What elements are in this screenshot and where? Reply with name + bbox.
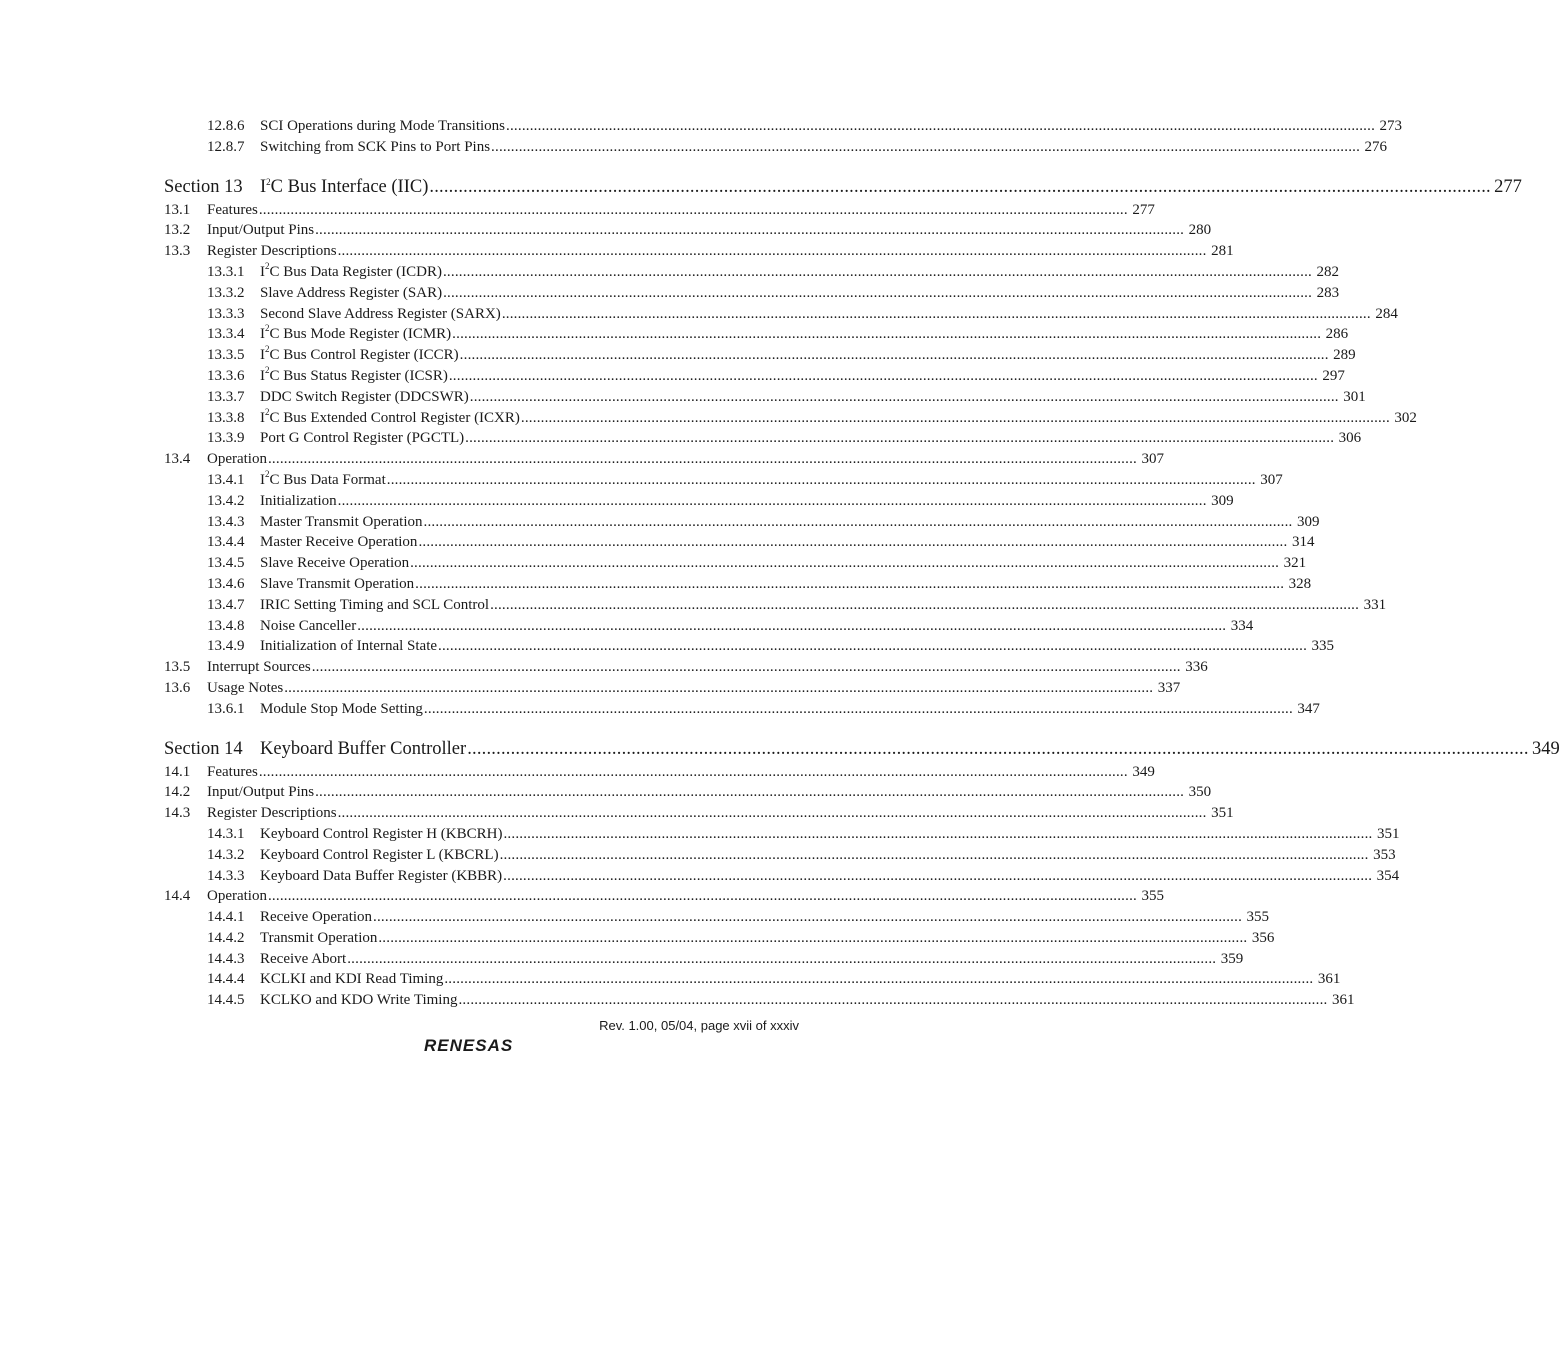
- toc-entry-title: Input/Output Pins: [207, 222, 315, 239]
- title-text: C Bus Data Register (ICDR): [269, 263, 442, 280]
- toc-entry-number: 13.2: [164, 222, 191, 239]
- toc-page-number: 309: [1297, 513, 1320, 530]
- toc-entry-number: 14.1: [164, 763, 191, 780]
- toc-entry-number: 13.3.1: [207, 263, 245, 280]
- dot-leader: ............................................................................................................................................................................................................................: [357, 617, 1227, 634]
- dot-leader: ............................................................................................................................................................................................................................: [452, 326, 1322, 343]
- title-text: C Bus Status Register (ICSR): [269, 367, 448, 384]
- toc-entry[interactable]: [164, 969, 1341, 990]
- toc-entry-title: Keyboard Control Register H (KBCRH): [260, 825, 503, 842]
- toc-entry[interactable]: [164, 803, 1234, 824]
- toc-entry[interactable]: [164, 907, 1270, 928]
- toc-entry-number: Section 13: [164, 176, 243, 197]
- dot-leader: ............................................................................................................................................................................................................................: [467, 738, 1529, 759]
- toc-entry-title: Features: [207, 201, 258, 218]
- dot-leader: ............................................................................................................................................................................................................................: [444, 971, 1314, 988]
- toc-entry[interactable]: [164, 260, 1339, 283]
- toc-entry-number: 14.3.1: [207, 825, 245, 842]
- toc-entry-title: Receive Abort: [260, 950, 347, 967]
- toc-entry-number: 13.3: [164, 243, 191, 260]
- dot-leader: ............................................................................................................................................................................................................................: [373, 909, 1243, 926]
- toc-page-number: 354: [1376, 867, 1400, 884]
- toc-page-number: 353: [1373, 846, 1396, 863]
- toc-entry[interactable]: [164, 137, 1388, 158]
- dot-leader: ............................................................................................................................................................................................................................: [337, 492, 1207, 509]
- toc-entry-title: Keyboard Control Register L (KBCRL): [260, 846, 499, 863]
- toc-entry-title: Features: [207, 763, 258, 780]
- superscript: 2: [265, 406, 270, 417]
- toc-entry-number: 13.4.5: [207, 555, 245, 572]
- dot-leader: ............................................................................................................................................................................................................................: [459, 347, 1329, 364]
- toc-page-number: 277: [1494, 176, 1522, 197]
- toc-entry[interactable]: [164, 449, 1164, 470]
- superscript: 2: [265, 323, 270, 334]
- toc-page-number: 347: [1297, 700, 1320, 717]
- toc-page-number: 334: [1230, 617, 1254, 634]
- dot-leader: ............................................................................................................................................................................................................................: [442, 263, 1312, 280]
- dot-leader: ............................................................................................................................................................................................................................: [415, 575, 1285, 592]
- toc-entry-title: Register Descriptions: [207, 243, 337, 260]
- toc-entry-number: 13.3.5: [207, 347, 245, 364]
- toc-page-number: 302: [1394, 409, 1417, 426]
- superscript: 2: [266, 176, 271, 187]
- dot-leader: ............................................................................................................................................................................................................................: [501, 305, 1371, 322]
- dot-leader: ............................................................................................................................................................................................................................: [499, 846, 1369, 863]
- toc-entry-title: Initialization of Internal State: [260, 638, 438, 655]
- title-prefix: I: [260, 471, 265, 488]
- toc-entry[interactable]: [164, 532, 1315, 553]
- toc-page-number: 355: [1246, 909, 1270, 926]
- dot-leader: ............................................................................................................................................................................................................................: [347, 950, 1217, 967]
- toc-section-heading[interactable]: [164, 174, 1522, 200]
- toc-entry-number: 13.4.8: [207, 617, 245, 634]
- toc-entry[interactable]: [164, 886, 1164, 907]
- toc-entry[interactable]: [164, 949, 1244, 970]
- toc-entry-number: 13.4.6: [207, 575, 245, 592]
- dot-leader: ............................................................................................................................................................................................................................: [458, 992, 1328, 1009]
- toc-page-number: 277: [1132, 201, 1155, 218]
- dot-leader: ............................................................................................................................................................................................................................: [429, 176, 1491, 197]
- toc-entry-title: Module Stop Mode Setting: [260, 700, 423, 717]
- title-prefix: I: [260, 409, 265, 426]
- dot-leader: ............................................................................................................................................................................................................................: [520, 409, 1390, 426]
- section-spacer: [164, 720, 798, 736]
- toc-entry-title: Slave Address Register (SAR): [260, 284, 443, 301]
- dot-leader: ............................................................................................................................................................................................................................: [378, 929, 1248, 946]
- toc-entry-title: SCI Operations during Mode Transitions: [260, 118, 506, 134]
- toc-entry[interactable]: [164, 364, 1345, 387]
- toc-entry[interactable]: [164, 468, 1283, 491]
- dot-leader: ............................................................................................................................................................................................................................: [258, 201, 1128, 218]
- toc-entry-title: Slave Receive Operation: [260, 555, 410, 572]
- toc-entry[interactable]: [164, 323, 1349, 345]
- toc-page-number: 314: [1291, 534, 1315, 551]
- toc-page-number: 356: [1251, 929, 1275, 946]
- toc-entry-title: Master Transmit Operation: [260, 513, 423, 530]
- toc-entry[interactable]: [164, 595, 1387, 616]
- toc-entry-number: 13.3.9: [207, 430, 245, 447]
- toc-entry-title: Operation: [207, 888, 267, 905]
- toc-page-number: 349: [1531, 738, 1560, 759]
- toc-entry-number: 13.4.2: [207, 492, 245, 509]
- dot-leader: ............................................................................................................................................................................................................................: [503, 825, 1373, 842]
- toc-entry[interactable]: [164, 616, 1254, 637]
- toc-section-heading[interactable]: [164, 736, 1560, 762]
- toc-entry-number: 13.4.3: [207, 513, 245, 530]
- toc-entry-number: 13.5: [164, 659, 191, 676]
- dot-leader: ............................................................................................................................................................................................................................: [443, 284, 1313, 301]
- toc-entry-number: 14.4.5: [207, 992, 245, 1009]
- toc-entry-number: 12.8.6: [207, 118, 245, 134]
- toc-entry-title: Transmit Operation: [260, 929, 378, 946]
- toc-page-number: 331: [1363, 596, 1387, 613]
- toc-entry[interactable]: [164, 678, 1181, 699]
- toc-page-number: 309: [1211, 492, 1234, 509]
- title-text: C Bus Interface (IIC): [270, 176, 429, 197]
- toc-entry-title: Register Descriptions: [207, 805, 337, 822]
- toc-entry-title: Master Receive Operation: [260, 534, 418, 551]
- toc-entry-title: Port G Control Register (PGCTL): [260, 430, 465, 447]
- toc-entry-number: 13.3.7: [207, 388, 245, 405]
- toc-entry-number: 14.4: [164, 888, 191, 905]
- table-of-contents: [164, 116, 1560, 1011]
- toc-entry[interactable]: [164, 406, 1417, 429]
- toc-entry-title: Slave Transmit Operation: [260, 575, 415, 592]
- dot-leader: ............................................................................................................................................................................................................................: [284, 679, 1154, 696]
- toc-entry-title: Switching from SCK Pins to Port Pins: [260, 138, 491, 155]
- toc-entry-title: DDC Switch Register (DDCSWR): [260, 388, 469, 405]
- dot-leader: ............................................................................................................................................................................................................................: [386, 471, 1256, 488]
- toc-entry-title: KCLKO and KDO Write Timing: [260, 992, 458, 1009]
- toc-entry[interactable]: [164, 200, 1155, 221]
- dot-leader: ............................................................................................................................................................................................................................: [337, 243, 1207, 260]
- toc-entry-title: Input/Output Pins: [207, 784, 315, 801]
- toc-entry-title: Usage Notes: [207, 679, 284, 696]
- toc-entry-title: [260, 262, 442, 283]
- toc-entry[interactable]: [164, 491, 1234, 512]
- toc-entry-title: KCLKI and KDI Read Timing: [260, 971, 444, 988]
- title-text: C Bus Mode Register (ICMR): [269, 326, 452, 343]
- title-prefix: I: [260, 176, 267, 197]
- toc-entry-title: Interrupt Sources: [207, 659, 311, 676]
- toc-entry-number: 13.3.8: [207, 409, 245, 426]
- toc-entry[interactable]: [164, 699, 1320, 720]
- toc-entry[interactable]: [164, 387, 1366, 408]
- toc-entry[interactable]: [164, 824, 1400, 845]
- toc-entry-number: 13.3.2: [207, 284, 245, 301]
- toc-page-number: 306: [1338, 430, 1362, 447]
- title-prefix: I: [260, 326, 265, 343]
- dot-leader: ............................................................................................................................................................................................................................: [423, 700, 1293, 717]
- toc-entry-title: [260, 470, 386, 491]
- toc-entry[interactable]: [164, 636, 1335, 657]
- toc-entry[interactable]: [164, 553, 1307, 574]
- superscript: 2: [265, 260, 270, 271]
- dot-leader: ............................................................................................................................................................................................................................: [315, 222, 1185, 239]
- toc-entry-title: Operation: [207, 451, 267, 468]
- toc-entry[interactable]: [164, 990, 1355, 1011]
- title-prefix: I: [260, 347, 265, 364]
- dot-leader: ............................................................................................................................................................................................................................: [438, 638, 1308, 655]
- title-prefix: I: [260, 367, 265, 384]
- toc-entry-number: Section 14: [164, 738, 243, 759]
- toc-entry-title: [260, 366, 448, 387]
- dot-leader: ............................................................................................................................................................................................................................: [491, 138, 1361, 155]
- toc-entry-number: 14.2: [164, 784, 191, 801]
- dot-leader: ............................................................................................................................................................................................................................: [410, 555, 1280, 572]
- toc-page-number: 273: [1379, 118, 1403, 134]
- toc-entry-title: Initialization: [260, 492, 337, 509]
- dot-leader: ............................................................................................................................................................................................................................: [469, 388, 1339, 405]
- toc-entry-number: 14.4.3: [207, 950, 245, 967]
- superscript: 2: [265, 364, 270, 375]
- toc-page-number: 351: [1211, 805, 1234, 822]
- toc-entry[interactable]: [164, 928, 1275, 949]
- toc-entry[interactable]: [164, 845, 1396, 866]
- toc-page-number: 359: [1220, 950, 1244, 967]
- dot-leader: ............................................................................................................................................................................................................................: [465, 430, 1335, 447]
- toc-entry-number: 14.4.1: [207, 909, 245, 926]
- toc-page-number: 307: [1141, 451, 1164, 468]
- toc-entry-number: 13.4.4: [207, 534, 245, 551]
- toc-entry-number: 13.3.3: [207, 305, 245, 322]
- toc-entry-title: [260, 174, 428, 200]
- toc-entry[interactable]: [164, 866, 1400, 887]
- toc-page-number: 301: [1343, 388, 1366, 405]
- title-text: C Bus Extended Control Register (ICXR): [269, 409, 520, 426]
- toc-page-number: 355: [1141, 888, 1164, 905]
- toc-entry-number: 14.4.4: [207, 971, 245, 988]
- toc-page-number: 335: [1311, 638, 1335, 655]
- toc-entry-number: 14.3.3: [207, 867, 245, 884]
- toc-entry[interactable]: [164, 116, 1403, 137]
- toc-page-number: 361: [1331, 992, 1355, 1009]
- dot-leader: ............................................................................................................................................................................................................................: [506, 118, 1376, 134]
- toc-entry-number: 13.4.9: [207, 638, 245, 655]
- toc-entry-number: 13.4: [164, 451, 191, 468]
- dot-leader: ............................................................................................................................................................................................................................: [418, 534, 1288, 551]
- superscript: 2: [265, 468, 270, 479]
- toc-entry-title: Receive Operation: [260, 909, 373, 926]
- toc-page-number: 351: [1376, 825, 1400, 842]
- toc-entry[interactable]: [164, 241, 1234, 262]
- title-text: C Bus Data Format: [269, 471, 386, 488]
- dot-leader: ............................................................................................................................................................................................................................: [337, 805, 1207, 822]
- dot-leader: ............................................................................................................................................................................................................................: [423, 513, 1293, 530]
- toc-entry-number: 14.4.2: [207, 929, 245, 946]
- toc-entry[interactable]: [164, 304, 1398, 325]
- toc-entry-title: Keyboard Buffer Controller: [260, 738, 467, 759]
- toc-entry-number: 13.6: [164, 679, 191, 696]
- toc-entry-number: 13.4.7: [207, 596, 245, 613]
- toc-page-number: 286: [1325, 326, 1349, 343]
- title-prefix: I: [260, 263, 265, 280]
- toc-page-number: 280: [1188, 222, 1212, 239]
- toc-entry-number: 14.3.2: [207, 846, 245, 863]
- toc-page-number: 284: [1375, 305, 1398, 322]
- toc-entry-title: [260, 408, 520, 429]
- toc-entry[interactable]: [164, 512, 1320, 533]
- superscript: 2: [265, 344, 270, 355]
- toc-page-number: 321: [1283, 555, 1307, 572]
- renesas-logo: [422, 1034, 542, 1056]
- toc-entry[interactable]: [164, 344, 1356, 366]
- toc-page-number: 350: [1188, 784, 1212, 801]
- toc-entry-number: 12.8.7: [207, 138, 245, 155]
- toc-entry[interactable]: [164, 657, 1208, 678]
- dot-leader: ............................................................................................................................................................................................................................: [315, 784, 1185, 801]
- toc-entry-title: [260, 324, 451, 345]
- toc-page-number: 289: [1333, 347, 1356, 364]
- toc-page-number: 282: [1316, 263, 1339, 280]
- toc-entry-title: Keyboard Data Buffer Register (KBBR): [260, 867, 503, 884]
- toc-page-number: 281: [1211, 243, 1234, 260]
- toc-page-number: 328: [1288, 575, 1312, 592]
- dot-leader: ............................................................................................................................................................................................................................: [267, 451, 1137, 468]
- toc-entry-number: 13.3.6: [207, 367, 245, 384]
- toc-page-number: 336: [1185, 659, 1208, 676]
- dot-leader: ............................................................................................................................................................................................................................: [503, 867, 1373, 884]
- section-spacer: [164, 158, 798, 174]
- dot-leader: ............................................................................................................................................................................................................................: [311, 659, 1181, 676]
- page-footer: Rev. 1.00, 05/04, page xvii of xxxiv: [599, 1018, 799, 1033]
- toc-entry-title: IRIC Setting Timing and SCL Control: [260, 596, 490, 613]
- toc-entry-number: 13.1: [164, 201, 191, 218]
- dot-leader: ............................................................................................................................................................................................................................: [490, 596, 1360, 613]
- toc-entry-number: 13.3.4: [207, 326, 245, 343]
- toc-entry-number: 13.6.1: [207, 700, 245, 717]
- toc-entry-number: 13.4.1: [207, 471, 245, 488]
- toc-entry[interactable]: [164, 762, 1155, 783]
- toc-entry-title: Noise Canceller: [260, 617, 357, 634]
- toc-entry[interactable]: [164, 220, 1212, 241]
- toc-entry[interactable]: [164, 428, 1362, 449]
- toc-page-number: 361: [1317, 971, 1341, 988]
- dot-leader: ............................................................................................................................................................................................................................: [448, 367, 1318, 384]
- toc-entry[interactable]: [164, 574, 1312, 595]
- dot-leader: ............................................................................................................................................................................................................................: [267, 888, 1137, 905]
- toc-entry[interactable]: [164, 782, 1212, 803]
- toc-entry-title: Second Slave Address Register (SARX): [260, 305, 501, 322]
- toc-page-number: 307: [1260, 471, 1283, 488]
- toc-entry-title: [260, 345, 459, 366]
- svg-text:RENESAS: RENESAS: [424, 1036, 514, 1055]
- toc-page-number: 297: [1322, 367, 1345, 384]
- toc-entry-number: 14.3: [164, 805, 191, 822]
- toc-page-number: 283: [1316, 284, 1340, 301]
- dot-leader: ............................................................................................................................................................................................................................: [258, 763, 1128, 780]
- toc-page-number: 276: [1364, 138, 1388, 155]
- toc-page-number: 349: [1132, 763, 1155, 780]
- toc-page-number: 337: [1157, 679, 1181, 696]
- title-text: C Bus Control Register (ICCR): [269, 347, 459, 364]
- toc-entry[interactable]: [164, 283, 1340, 304]
